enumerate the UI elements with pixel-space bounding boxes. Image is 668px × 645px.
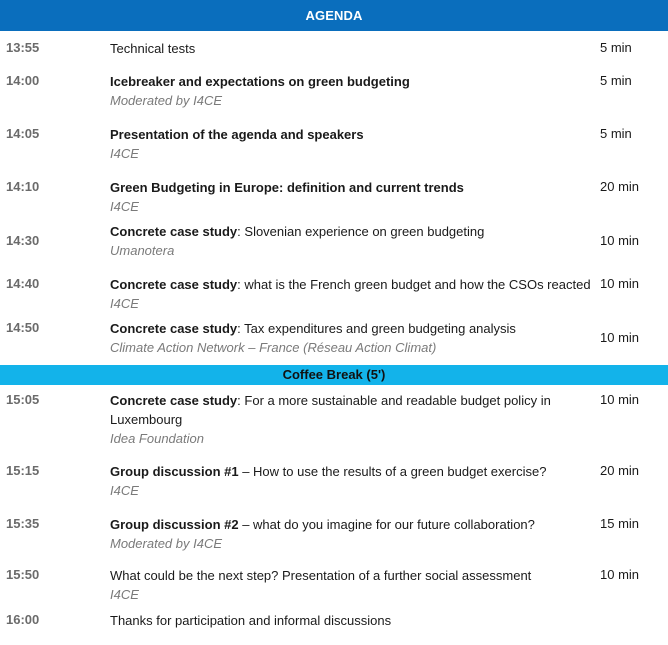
row-content xyxy=(110,319,592,357)
agenda-header: AGENDA xyxy=(0,0,668,31)
row-time: 14:10 xyxy=(6,179,40,194)
row-time: 14:40 xyxy=(6,276,40,291)
row-content xyxy=(110,611,592,630)
row-duration: 10 min xyxy=(600,276,640,291)
row-title: Group discussion #2 – what do you imagine for our future collaboration? xyxy=(110,517,535,532)
row-duration: 10 min xyxy=(600,233,640,248)
row-speaker: I4CE xyxy=(110,146,139,161)
row-title: Concrete case study: Tax expenditures and green budgeting analysis xyxy=(110,321,516,336)
row-content xyxy=(110,275,592,313)
row-speaker: Umanotera xyxy=(110,243,175,258)
row-time: 15:35 xyxy=(6,516,40,531)
row-speaker: I4CE xyxy=(110,296,139,311)
row-content xyxy=(110,178,592,216)
row-time: 16:00 xyxy=(6,612,40,627)
row-content xyxy=(110,222,592,260)
row-content xyxy=(110,462,592,500)
row-content xyxy=(110,39,592,58)
row-title: Group discussion #1 – How to use the results of a green budget exercise? xyxy=(110,464,547,479)
row-time: 14:30 xyxy=(6,233,40,248)
row-speaker: Moderated by I4CE xyxy=(110,93,223,108)
row-title: Concrete case study: what is the French green budget and how the CSOs reacted xyxy=(110,277,591,292)
row-duration: 10 min xyxy=(600,392,640,407)
row-title: What could be the next step? Presentation of a further social assessment xyxy=(110,568,532,583)
row-content xyxy=(110,72,592,110)
row-speaker: Moderated by I4CE xyxy=(110,536,223,551)
row-time: 14:50 xyxy=(6,320,40,335)
row-speaker: I4CE xyxy=(110,199,139,214)
row-content xyxy=(110,566,592,604)
row-speaker: I4CE xyxy=(110,587,139,602)
row-title: Thanks for participation and informal discussions xyxy=(110,613,392,628)
coffee-break-bar: Coffee Break (5') xyxy=(0,365,668,385)
row-time: 14:05 xyxy=(6,126,40,141)
row-duration: 20 min xyxy=(600,179,640,194)
row-duration: 20 min xyxy=(600,463,640,478)
row-title: Technical tests xyxy=(110,41,196,56)
row-time: 14:00 xyxy=(6,73,40,88)
row-duration: 5 min xyxy=(600,73,632,88)
row-content xyxy=(110,125,592,163)
row-time: 13:55 xyxy=(6,40,40,55)
row-title: Concrete case study: Slovenian experience on green budgeting xyxy=(110,224,485,239)
row-duration: 5 min xyxy=(600,40,632,55)
row-title: Green Budgeting in Europe: definition and current trends xyxy=(110,180,464,195)
row-duration: 10 min xyxy=(600,330,640,345)
row-title: Presentation of the agenda and speakers xyxy=(110,127,364,142)
row-speaker: Idea Foundation xyxy=(110,431,204,446)
row-time: 15:05 xyxy=(6,392,40,407)
row-speaker: Climate Action Network – France (Réseau Action Climat) xyxy=(110,340,437,355)
row-duration: 15 min xyxy=(600,516,640,531)
row-time: 15:50 xyxy=(6,567,40,582)
row-content xyxy=(110,391,570,448)
row-time: 15:15 xyxy=(6,463,40,478)
row-speaker: I4CE xyxy=(110,483,139,498)
row-title: Concrete case study: For a more sustainable and readable budget policy in Luxembourg xyxy=(110,393,551,427)
row-duration: 10 min xyxy=(600,567,640,582)
row-duration: 5 min xyxy=(600,126,632,141)
row-title: Icebreaker and expectations on green budgeting xyxy=(110,74,410,89)
row-content xyxy=(110,515,592,553)
